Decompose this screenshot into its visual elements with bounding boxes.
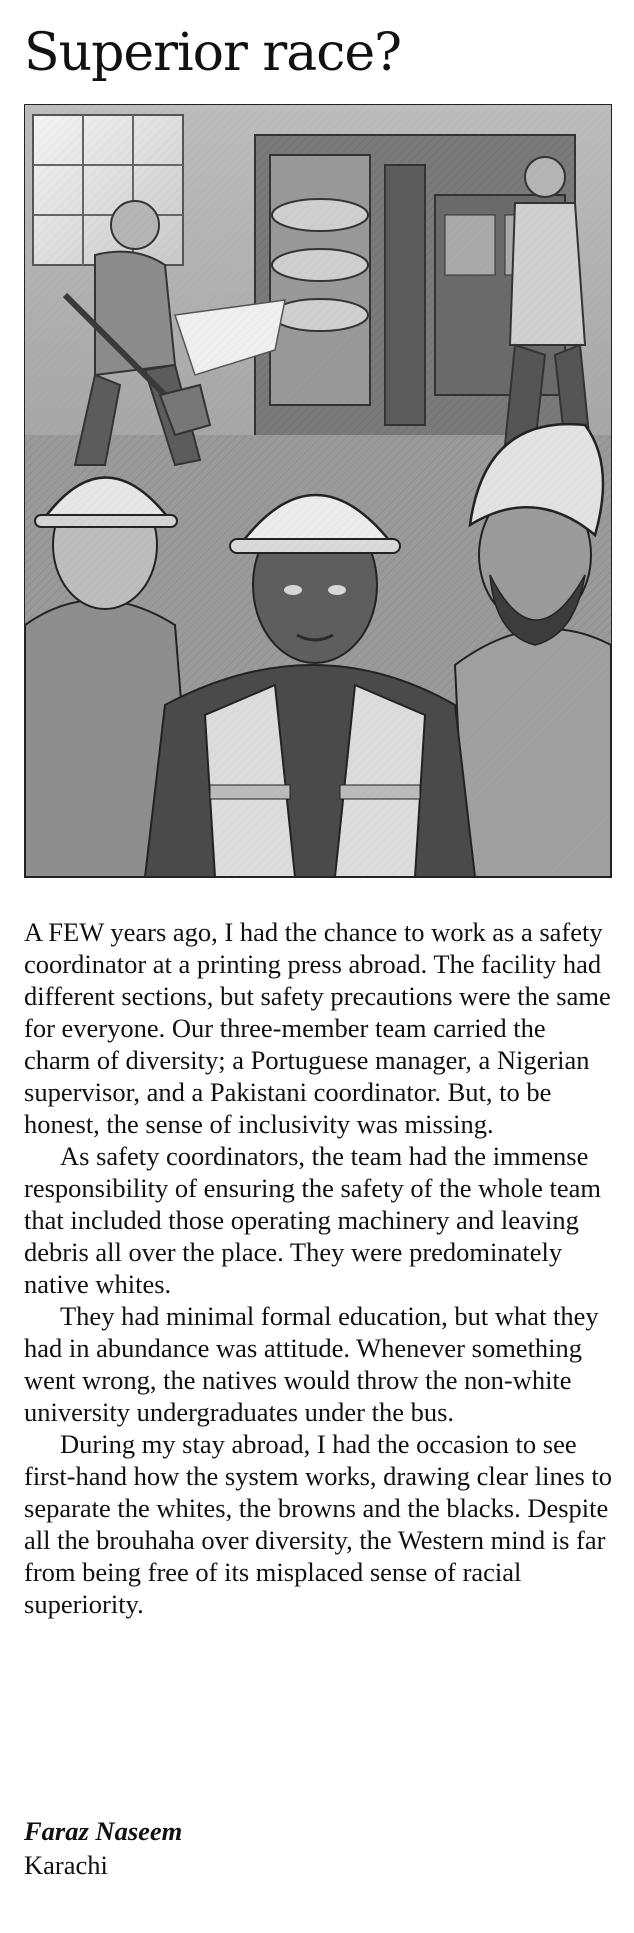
letter-headline: Superior race? xyxy=(24,23,401,83)
paragraph-1: A FEW years ago, I had the chance to work as a safety coordinator at a printing press abroad. The facility had different sections, but safety precautions were the same for everyone. Our three-member team carried the charm of diversity; a Portuguese manager, a Nigerian supervisor, and a Pakistani coordinator. But, to be honest, the sense of inclusivity was missing. xyxy=(24,917,611,1139)
paragraph-3: They had minimal formal education, but what they had in abundance was attitude. Whenever something went wrong, the natives would throw the non-white university undergraduates under the bus. xyxy=(24,1301,599,1427)
letter-body xyxy=(24,916,614,1620)
author-location: Karachi xyxy=(24,1850,108,1880)
illustration-image xyxy=(24,104,612,878)
signature-block xyxy=(24,1814,182,1882)
author-name: Faraz Naseem xyxy=(24,1816,183,1846)
paragraph-2: As safety coordinators, the team had the immense responsibility of ensuring the safety of the whole team that included those operating machinery and leaving debris all over the place. They were predominately native whites. xyxy=(24,1141,601,1299)
paragraph-4: During my stay abroad, I had the occasion to see first-hand how the system works, drawing clear lines to separate the whites, the browns and the blacks. Despite all the brouhaha over diversity, the Western mind is far from being free of its misplaced sense of racial superiority. xyxy=(24,1429,613,1619)
